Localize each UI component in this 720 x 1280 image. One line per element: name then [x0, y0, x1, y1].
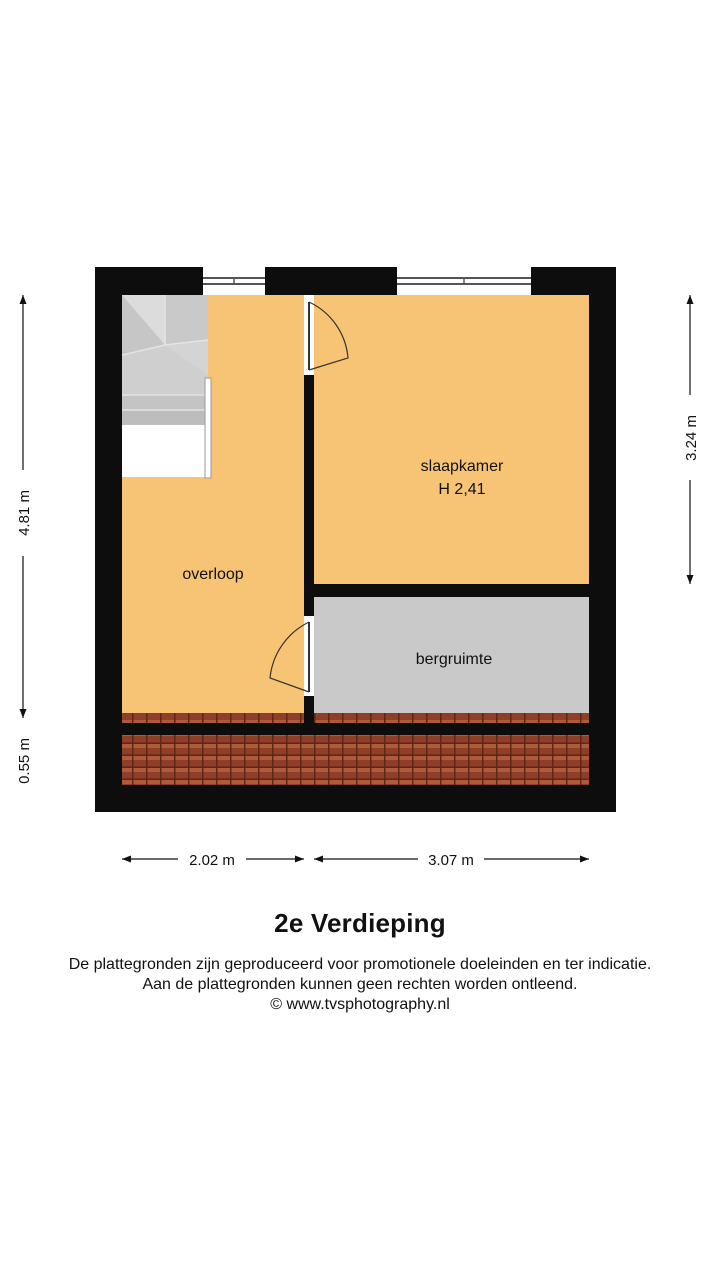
roof-tiles — [122, 735, 589, 785]
overloop-label: overloop — [182, 566, 244, 583]
window-left — [203, 267, 265, 295]
dimension-left-top — [16, 295, 33, 718]
disclaimer-line-2: Aan de plattegronden kunnen geen rechten worden ontleend. — [142, 976, 578, 993]
floor-title: 2e Verdieping — [274, 908, 446, 938]
svg-text:0.55 m: 0.55 m — [16, 738, 33, 784]
roof-tile-strip-right — [314, 713, 589, 723]
slaapkamer-height: H 2,41 — [438, 481, 486, 498]
interior-wall-eaves — [122, 723, 589, 735]
dimension-right — [683, 295, 700, 584]
roof-tile-strip-left — [122, 713, 304, 723]
staircase — [122, 295, 211, 478]
caption — [0, 908, 720, 1015]
dimension-bottom-left — [122, 852, 304, 869]
dimension-left-bottom — [16, 738, 33, 784]
svg-text:3.07 m: 3.07 m — [428, 852, 474, 869]
interior-wall-horizontal — [314, 584, 589, 597]
svg-text:3.24 m: 3.24 m — [683, 415, 700, 461]
dimension-bottom-right — [314, 852, 589, 869]
slaapkamer-label: slaapkamer — [420, 458, 504, 475]
slaapkamer-floor — [314, 295, 589, 584]
window-right — [397, 267, 531, 295]
copyright-text: © www.tvsphotography.nl — [270, 996, 450, 1013]
svg-text:2.02 m: 2.02 m — [189, 852, 235, 869]
bergruimte-label: bergruimte — [415, 651, 493, 668]
disclaimer-line-1: De plattegronden zijn geproduceerd voor promotionele doeleinden en ter indicatie. — [68, 956, 652, 973]
svg-text:4.81 m: 4.81 m — [16, 490, 33, 536]
